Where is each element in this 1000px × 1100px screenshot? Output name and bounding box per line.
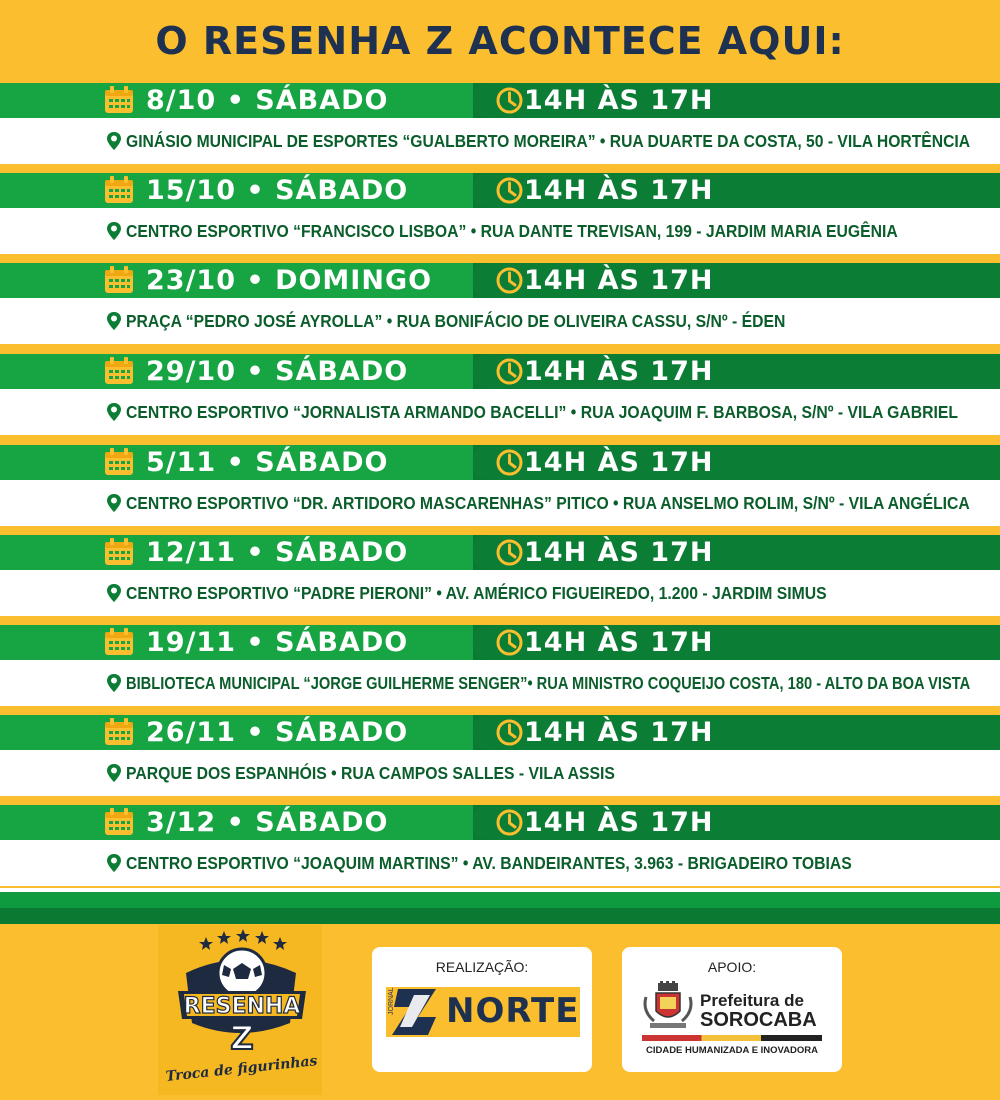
- event-address-bar: [0, 750, 1000, 796]
- event-date-bar: [0, 80, 1000, 118]
- location-pin-icon: [106, 311, 122, 331]
- location-pin-icon: [106, 673, 122, 693]
- location-pin-icon: [106, 493, 122, 513]
- event-address: CENTRO ESPORTIVO “PADRE PIERONI” • AV. AMÉRICO FIGUEIREDO, 1.200 - JARDIM SIMUS: [126, 583, 827, 603]
- jornal-small-text: JORNAL: [388, 987, 395, 1015]
- event-row: [0, 802, 1000, 892]
- page-title: O RESENHA Z ACONTECE AQUI:: [155, 19, 845, 63]
- event-date: 29/10 • SÁBADO: [146, 356, 409, 387]
- apoio-card: [622, 947, 842, 1072]
- sorocaba-coat-of-arms-icon: [642, 981, 694, 1031]
- event-date-bar: [0, 802, 1000, 840]
- calendar-icon: [104, 538, 134, 566]
- event-row: [0, 532, 1000, 622]
- event-row: [0, 622, 1000, 712]
- event-address-bar: [0, 389, 1000, 435]
- event-row: [0, 351, 1000, 441]
- event-date-bar: [0, 351, 1000, 389]
- event-time: 14H ÀS 17H: [524, 447, 714, 478]
- event-row: [0, 170, 1000, 260]
- event-address-bar: [0, 118, 1000, 164]
- event-address-bar: [0, 298, 1000, 344]
- event-date: 8/10 • SÁBADO: [146, 85, 389, 116]
- event-time: 14H ÀS 17H: [524, 356, 714, 387]
- event-row: [0, 80, 1000, 170]
- event-date-bar: [0, 622, 1000, 660]
- event-date-bar: [0, 532, 1000, 570]
- event-address: CENTRO ESPORTIVO “JORNALISTA ARMANDO BACELLI” • RUA JOAQUIM F. BARBOSA, S/Nº - VILA GABRIEL: [126, 402, 959, 422]
- event-address-bar: [0, 480, 1000, 526]
- event-date-bar: [0, 442, 1000, 480]
- clock-icon: [496, 809, 523, 836]
- calendar-icon: [104, 448, 134, 476]
- clock-icon: [496, 177, 523, 204]
- event-time: 14H ÀS 17H: [524, 807, 714, 838]
- event-address: CENTRO ESPORTIVO “JOAQUIM MARTINS” • AV. BANDEIRANTES, 3.963 - BRIGADEIRO TOBIAS: [126, 853, 852, 873]
- event-date: 19/11 • SÁBADO: [146, 627, 409, 658]
- resenha-logo-tagline: Troca de figurinhas: [165, 1053, 319, 1085]
- resenha-logo-text: RESENHA: [183, 994, 301, 1019]
- event-time: 14H ÀS 17H: [524, 265, 714, 296]
- resenha-z-logo: [158, 925, 322, 1095]
- clock-icon: [496, 358, 523, 385]
- event-date: 15/10 • SÁBADO: [146, 175, 409, 206]
- event-row: [0, 442, 1000, 532]
- event-date: 12/11 • SÁBADO: [146, 537, 409, 568]
- clock-icon: [496, 539, 523, 566]
- calendar-icon: [104, 176, 134, 204]
- jornal-norte-logo: [386, 987, 580, 1037]
- event-date: 26/11 • SÁBADO: [146, 717, 409, 748]
- event-address-bar: [0, 570, 1000, 616]
- norte-text: NORTE: [446, 991, 580, 1031]
- clock-icon: [496, 449, 523, 476]
- event-time: 14H ÀS 17H: [524, 175, 714, 206]
- calendar-icon: [104, 628, 134, 656]
- prefeitura-text: Prefeitura de: [700, 991, 804, 1010]
- location-pin-icon: [106, 763, 122, 783]
- calendar-icon: [104, 266, 134, 294]
- clock-icon: [496, 87, 523, 114]
- event-row: [0, 260, 1000, 350]
- event-time: 14H ÀS 17H: [524, 717, 714, 748]
- location-pin-icon: [106, 131, 122, 151]
- location-pin-icon: [106, 853, 122, 873]
- event-address-bar: [0, 840, 1000, 886]
- location-pin-icon: [106, 402, 122, 422]
- bottom-stripe: [0, 888, 1000, 924]
- event-address: BIBLIOTECA MUNICIPAL “JORGE GUILHERME SENGER”• RUA MINISTRO COQUEIJO COSTA, 180 - ALTO DA BOA VISTA: [126, 673, 971, 693]
- event-row: [0, 712, 1000, 802]
- event-date-bar: [0, 260, 1000, 298]
- clock-icon: [496, 267, 523, 294]
- event-address: CENTRO ESPORTIVO “FRANCISCO LISBOA” • RUA DANTE TREVISAN, 199 - JARDIM MARIA EUGÊNIA: [126, 221, 898, 241]
- sorocaba-color-band: [642, 1035, 822, 1041]
- clock-icon: [496, 719, 523, 746]
- event-time: 14H ÀS 17H: [524, 85, 714, 116]
- calendar-icon: [104, 357, 134, 385]
- calendar-icon: [104, 86, 134, 114]
- location-pin-icon: [106, 583, 122, 603]
- event-address-bar: [0, 660, 1000, 706]
- calendar-icon: [104, 718, 134, 746]
- calendar-icon: [104, 808, 134, 836]
- apoio-label: APOIO:: [707, 959, 757, 975]
- realizacao-label: REALIZAÇÃO:: [435, 959, 529, 975]
- event-date-bar: [0, 170, 1000, 208]
- soccer-ball-badge-icon: [158, 925, 322, 1095]
- sorocaba-slogan: CIDADE HUMANIZADA E INOVADORA: [645, 1045, 819, 1056]
- event-address: PARQUE DOS ESPANHÓIS • RUA CAMPOS SALLES - VILA ASSIS: [126, 763, 615, 783]
- event-address: CENTRO ESPORTIVO “DR. ARTIDORO MASCARENHAS” PITICO • RUA ANSELMO ROLIM, S/Nº - VILA ANGÉLICA: [126, 493, 970, 513]
- location-pin-icon: [106, 221, 122, 241]
- event-time: 14H ÀS 17H: [524, 627, 714, 658]
- event-date-bar: [0, 712, 1000, 750]
- realizacao-card: [372, 947, 592, 1072]
- jornal-z-icon: [386, 987, 446, 1037]
- event-time: 14H ÀS 17H: [524, 537, 714, 568]
- sorocaba-text: SOROCABA: [700, 1009, 817, 1031]
- event-date: 23/10 • DOMINGO: [146, 265, 433, 296]
- event-address: PRAÇA “PEDRO JOSÉ AYROLLA” • RUA BONIFÁCIO DE OLIVEIRA CASSU, S/Nº - ÉDEN: [126, 311, 786, 331]
- clock-icon: [496, 629, 523, 656]
- event-date: 3/12 • SÁBADO: [146, 807, 389, 838]
- event-date: 5/11 • SÁBADO: [146, 447, 389, 478]
- resenha-logo-z: Z: [230, 1019, 254, 1057]
- event-address: GINÁSIO MUNICIPAL DE ESPORTES “GUALBERTO MOREIRA” • RUA DUARTE DA COSTA, 50 - VILA HORTÊNCIA: [126, 131, 971, 151]
- event-address-bar: [0, 208, 1000, 254]
